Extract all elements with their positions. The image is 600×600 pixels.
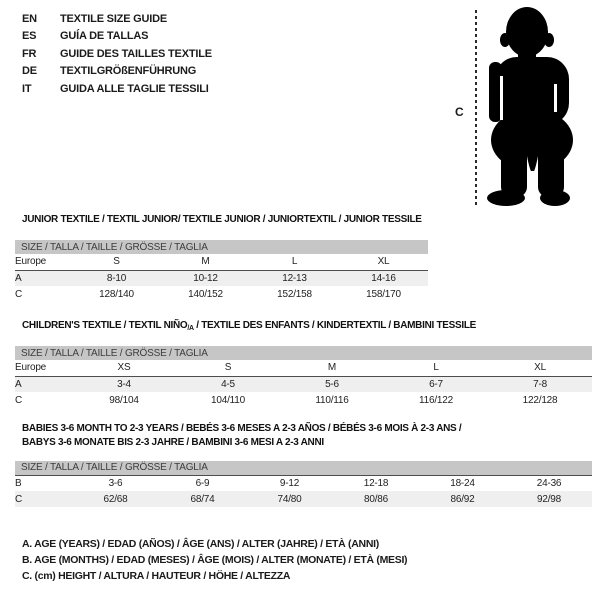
cell: 86/92 xyxy=(419,491,506,507)
cell: 5-6 xyxy=(280,376,384,392)
section-title-babies xyxy=(22,422,461,450)
size-col: L xyxy=(433,362,439,374)
babies-size-table xyxy=(15,461,592,507)
cell: 80/86 xyxy=(333,491,419,507)
cell: 6-7 xyxy=(384,376,488,392)
cell: 6-9 xyxy=(195,477,210,489)
table-row-height xyxy=(15,286,428,302)
lang-code: IT xyxy=(22,82,32,95)
section-title-children xyxy=(22,320,476,332)
height-measure-line xyxy=(475,10,477,206)
cell: 158/170 xyxy=(366,288,401,300)
children-size-table xyxy=(15,346,592,408)
cell: 140/152 xyxy=(188,288,223,300)
lang-code: FR xyxy=(22,47,37,60)
cell: 68/74 xyxy=(159,491,246,507)
cell: 122/128 xyxy=(522,394,558,406)
size-col: S xyxy=(224,362,232,374)
footnote-c: C. (cm) HEIGHT / ALTURA / HAUTEUR / HÖHE / ALTEZZA xyxy=(22,570,291,582)
cell: 62/68 xyxy=(72,491,159,507)
lang-row-fr xyxy=(22,45,212,63)
cell: 7-8 xyxy=(488,376,592,392)
lang-code: DE xyxy=(22,65,37,78)
cell: 9-12 xyxy=(279,477,300,489)
cell: 74/80 xyxy=(246,491,333,507)
table-row-age xyxy=(15,270,428,286)
size-col: S xyxy=(113,256,120,268)
lang-code: ES xyxy=(22,30,37,43)
row-label: C xyxy=(15,288,23,300)
cell: 14-16 xyxy=(339,270,428,286)
size-header-label: SIZE / TALLA / TAILLE / GRÖSSE / TAGLIA xyxy=(15,346,592,360)
row-label: C xyxy=(15,491,72,507)
language-title-list xyxy=(22,10,212,98)
cell: 10-12 xyxy=(161,270,250,286)
title-part: / TEXTILE DES ENFANTS / KINDERTEXTIL / BAMBINI TESSILE xyxy=(193,320,477,331)
title-part: CHILDREN'S TEXTILE / TEXTIL NIÑO xyxy=(22,320,188,331)
table-row-age xyxy=(15,376,592,392)
lang-title: TEXTILE SIZE GUIDE xyxy=(60,12,168,25)
cell: 128/140 xyxy=(99,288,134,300)
table-row-height xyxy=(15,491,592,507)
row-label: A xyxy=(15,376,72,392)
size-col: XL xyxy=(377,256,390,268)
row-label: A xyxy=(15,270,72,286)
size-col: M xyxy=(327,362,337,374)
lang-title: GUIDA ALLE TAGLIE TESSILI xyxy=(60,82,209,95)
cell: 18-24 xyxy=(450,477,475,489)
cell: 12-13 xyxy=(250,270,339,286)
size-col: L xyxy=(291,256,298,268)
lang-row-es xyxy=(22,28,212,46)
lang-title: GUIDE DES TAILLES TEXTILE xyxy=(60,47,212,60)
size-col: M xyxy=(201,256,210,268)
footnote-b: B. AGE (MONTHS) / EDAD (MESES) / ÂGE (MOIS) / ALTER (MONATE) / ETÀ (MESI) xyxy=(22,554,408,566)
title-line-2: BABYS 3-6 MONATE BIS 2-3 JAHRE / BAMBINI 3-6 MESI A 2-3 ANNI xyxy=(22,437,324,448)
junior-size-table xyxy=(15,240,428,302)
row-label: B xyxy=(15,477,22,489)
row-label: C xyxy=(15,394,23,406)
region-label: Europe xyxy=(15,256,47,268)
size-col: XS xyxy=(117,362,131,374)
cell: 3-6 xyxy=(108,477,123,489)
size-col: XL xyxy=(534,362,546,374)
footnote-a: A. AGE (YEARS) / EDAD (AÑOS) / ÂGE (ANS) / ALTER (JAHRE) / ETÀ (ANNI) xyxy=(22,538,379,550)
cell: 3-4 xyxy=(72,376,176,392)
section-title-junior: JUNIOR TEXTILE / TEXTIL JUNIOR/ TEXTILE JUNIOR / JUNIORTEXTIL / JUNIOR TESSILE xyxy=(22,214,422,225)
lang-row-en xyxy=(22,10,212,28)
title-subscript: /A xyxy=(187,325,194,332)
cell: 98/104 xyxy=(109,394,139,406)
baby-silhouette-icon xyxy=(482,4,600,210)
cell: 116/122 xyxy=(418,394,453,406)
lang-code: EN xyxy=(22,12,37,25)
cell: 12-18 xyxy=(363,477,389,489)
size-header-bar xyxy=(15,240,428,254)
lang-row-de xyxy=(22,63,212,81)
height-measure-label: C xyxy=(455,105,464,119)
cell: 104/110 xyxy=(210,394,245,406)
cell: 24-36 xyxy=(536,477,562,489)
cell: 4-5 xyxy=(176,376,280,392)
footnotes xyxy=(22,536,407,584)
size-header-label: SIZE / TALLA / TAILLE / GRÖSSE / TAGLIA xyxy=(15,240,428,254)
cell: 110/116 xyxy=(315,394,349,406)
table-row-age-months xyxy=(15,475,592,491)
lang-row-it xyxy=(22,80,212,98)
size-header-bar xyxy=(15,346,592,360)
columns-row xyxy=(15,360,592,376)
cell: 92/98 xyxy=(506,491,592,507)
size-header-bar xyxy=(15,461,592,475)
region-label: Europe xyxy=(15,362,47,374)
lang-title: GUÍA DE TALLAS xyxy=(60,30,149,43)
table-row-height xyxy=(15,392,592,408)
cell: 8-10 xyxy=(72,270,161,286)
cell: 152/158 xyxy=(277,288,312,300)
columns-row xyxy=(15,254,428,270)
title-line-1: BABIES 3-6 MONTH TO 2-3 YEARS / BEBÉS 3-6 MESES A 2-3 AÑOS / BÉBÉS 3-6 MOIS À 2-3 ANS / xyxy=(22,423,462,434)
size-header-label: SIZE / TALLA / TAILLE / GRÖSSE / TAGLIA xyxy=(15,461,592,475)
lang-title: TEXTILGRÖßENFÜHRUNG xyxy=(60,65,197,78)
